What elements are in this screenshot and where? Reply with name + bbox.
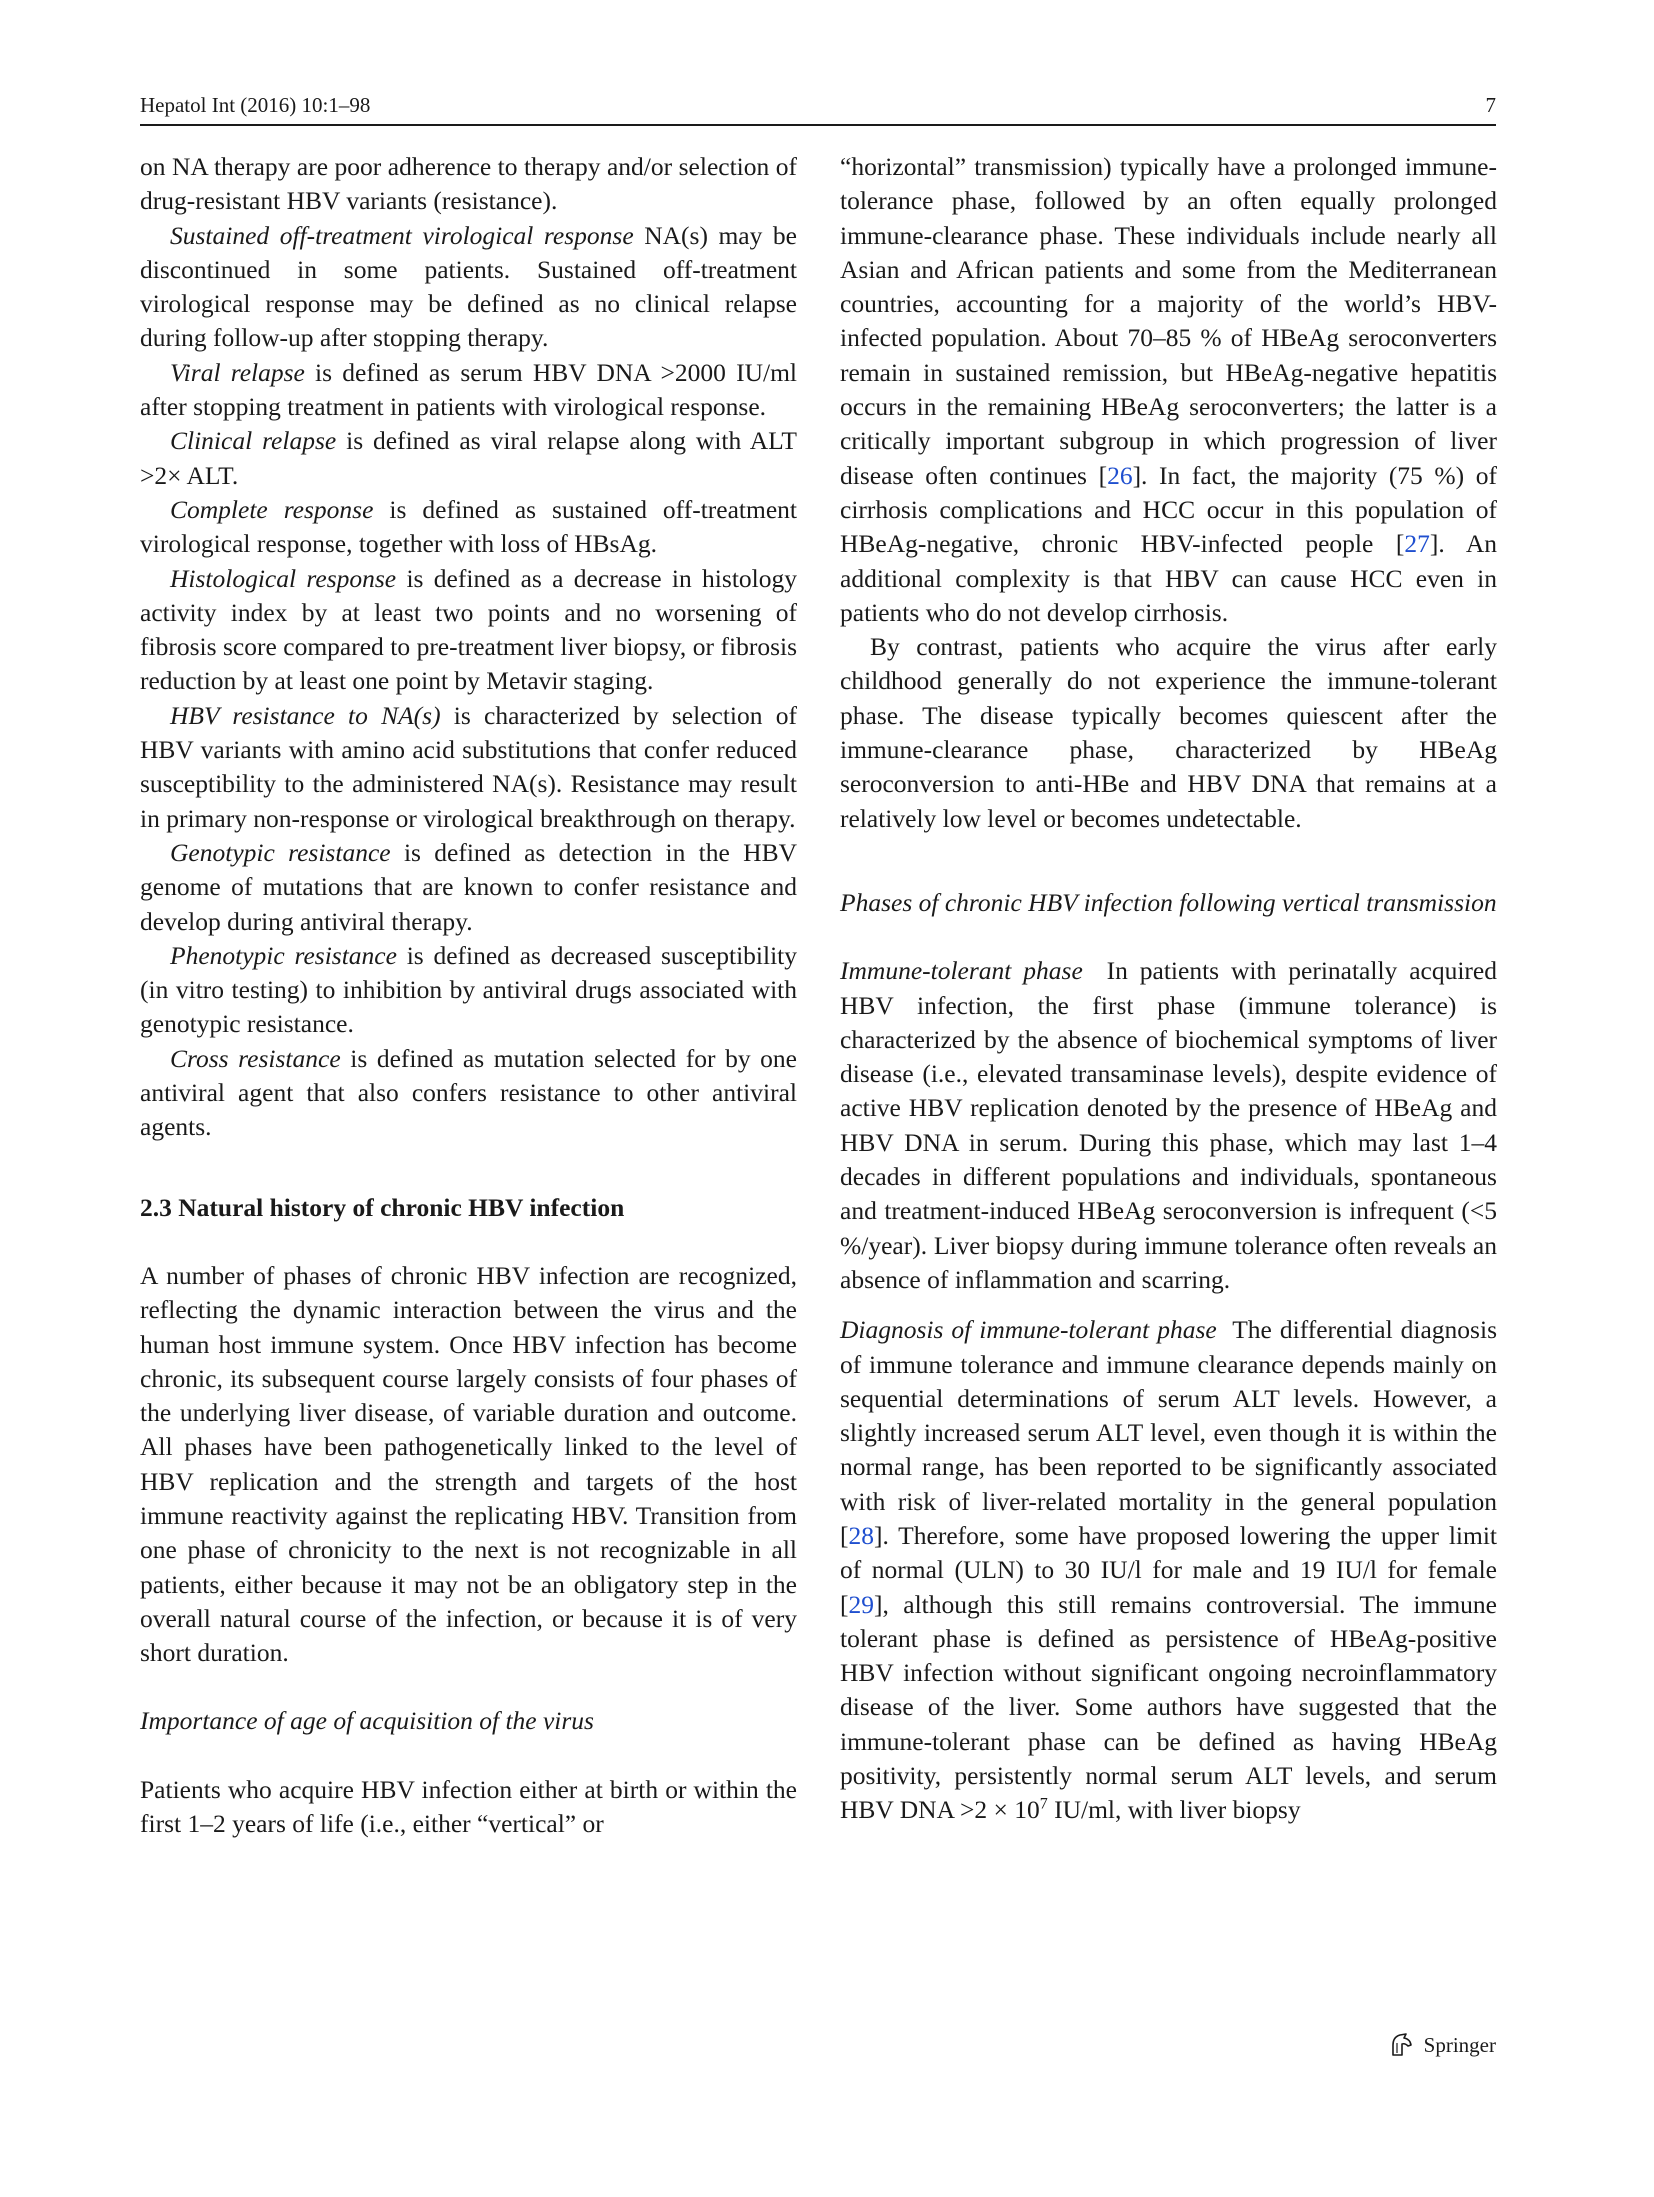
definition-text: is defined as a decrease in histology activity index by at least two points and no worsening of fibrosis score compared to pre-treatment liver biopsy, or fibrosis reduction by at least one point by Metavir staging. [140, 563, 797, 696]
definition-text: is defined as mutation selected for by one antiviral agent that also confers resistance to other antiviral agents. [140, 1043, 797, 1142]
text-run: IU/ml, with liver biopsy [1047, 1795, 1301, 1825]
definition-paragraph [140, 356, 797, 425]
journal-citation: Hepatol Int (2016) 10:1–98 [140, 93, 371, 117]
defined-term: Sustained off-treatment virological response [170, 220, 634, 250]
definition-paragraph [140, 1042, 797, 1145]
superscript: 7 [1039, 1795, 1048, 1813]
section-heading: 2.3 Natural history of chronic HBV infection [140, 1192, 625, 1222]
paragraph: on NA therapy are poor adherence to therapy and/or selection of drug-resistant HBV variants (resistance). [140, 152, 797, 216]
definition-paragraph [140, 424, 797, 493]
definition-text: NA(s) may be discontinued in some patients. Sustained off-treatment virological response may be defined as no clinical relapse during follow-up after stopping therapy. [140, 220, 797, 353]
paragraph [840, 954, 1504, 1297]
defined-term: Genotypic resistance [170, 837, 391, 867]
subsection-heading: Phases of chronic HBV infection following vertical transmission [840, 887, 1497, 917]
text-run: The differential diagnosis of immune tolerance and immune clearance depends mainly on sequential determinations of serum ALT levels. However, a slightly increased serum ALT level, even though it is within the normal range, has been reported to be significantly associated with risk of liver-related mortality in the general population [ [840, 1315, 1504, 1550]
defined-term: Phenotypic resistance [170, 940, 397, 970]
publisher-name: Springer [1423, 2033, 1496, 2057]
definition-text: is defined as detection in the HBV genome of mutations that are known to confer resistance and develop during antiviral therapy. [140, 837, 797, 936]
definition-paragraph [140, 699, 797, 836]
citation-link[interactable]: 29 [848, 1589, 874, 1619]
definition-paragraph [140, 562, 797, 699]
paragraph: A number of phases of chronic HBV infection are recognized, reflecting the dynamic interaction between the virus and the human host immune system. Once HBV infection has become chronic, its subsequent course largely consists of four phases of the underlying liver disease, of variable duration and outcome. All phases have been pathogenetically linked to the level of HBV replication and the strength and targets of the host immune reactivity against the replicating HBV. Transition from one phase of chronicity to the next is not recognizable in all patients, either because it may not be an obligatory step in the overall natural course of the infection, or because it is of very short duration. [140, 1260, 797, 1668]
paragraph: By contrast, patients who acquire the virus after early childhood generally do not experience the immune-tolerant phase. The disease typically becomes quiescent after the immune-clearance phase, characterized by HBeAg seroconversion to anti-HBe and HBV DNA that remains at a relatively low level or becomes undetectable. [840, 632, 1497, 833]
text-run: ]. Therefore, some have proposed lowering the upper limit of normal (ULN) to 30 IU/l for male and 19 IU/l for female [ [840, 1520, 1497, 1619]
defined-term: Complete response [170, 494, 374, 524]
definition-text: is defined as viral relapse along with ALT >2× ALT. [140, 426, 797, 490]
paragraph [840, 150, 1497, 630]
definition-paragraph [140, 939, 797, 1042]
text-run: In patients with perinatally acquired HBV infection, the first phase (immune tolerance) is characterized by the absence of biochemical symptoms of liver disease (i.e., elevated transaminase levels), despite evidence of active HBV replication denoted by the presence of HBeAg and HBV DNA in serum. During this phase, which may last 1–4 decades in different populations and individuals, spontaneous and treatment-induced HBeAg seroconversion is infrequent (<5 %/year). Liver biopsy during immune tolerance often reveals an absence of inflammation and scarring. [840, 956, 1504, 1294]
citation-link[interactable]: 28 [848, 1520, 874, 1550]
page-number: 7 [1485, 93, 1496, 117]
running-header [140, 86, 1496, 126]
text-run: ], although this still remains controversial. The immune tolerant phase is defined as persistence of HBeAg-positive HBV infection without significant ongoing necroinflammatory disease of the liver. Some authors have suggested that the immune-tolerant phase can be defined as having HBeAg positivity, persistently normal serum ALT levels, and serum HBV DNA >2 × 10 [840, 1589, 1497, 1825]
definition-paragraph [140, 219, 797, 356]
paragraph: Patients who acquire HBV infection either at birth or within the first 1–2 years of life (i.e., either “vertical” or [140, 1774, 797, 1839]
defined-term: Clinical relapse [170, 426, 337, 456]
run-in-heading: Diagnosis of immune-tolerant phase [840, 1315, 1217, 1345]
text-run: “horizontal” transmission) typically have a prolonged immune-tolerance phase, followed by an often equally prolonged immune-clearance phase. These individuals include nearly all Asian and African patients and some from the Mediterranean countries, accounting for a majority of the world’s HBV-infected population. About 70–85 % of HBeAg seroconverters remain in sustained remission, but HBeAg-negative hepatitis occurs in the remaining HBeAg seroconverters; the latter is a critically important subgroup in which progression of liver disease often continues [ [840, 152, 1497, 490]
springer-horse-icon [1388, 2031, 1416, 2059]
text-run: ]. An additional complexity is that HBV can cause HCC even in patients who do not develop cirrhosis. [840, 529, 1497, 627]
run-in-heading: Immune-tolerant phase [840, 956, 1083, 986]
defined-term: HBV resistance to NA(s) [170, 700, 441, 730]
citation-link[interactable]: 27 [1404, 529, 1430, 559]
left-column [140, 150, 797, 1841]
definition-text: is defined as sustained off-treatment virological response, together with loss of HBsAg. [140, 494, 797, 559]
defined-term: Cross resistance [170, 1043, 341, 1073]
paragraph [840, 1313, 1504, 1827]
defined-term: Viral relapse [170, 357, 305, 387]
definition-paragraph [140, 493, 797, 562]
definition-text: is defined as serum HBV DNA >2000 IU/ml after stopping treatment in patients with virological response. [140, 357, 797, 422]
subsection-heading: Importance of age of acquisition of the virus [140, 1706, 594, 1736]
definition-paragraph [140, 836, 797, 939]
right-column [840, 150, 1504, 1828]
citation-link[interactable]: 26 [1107, 460, 1133, 490]
text-run: ]. In fact, the majority (75 %) of cirrhosis complications and HCC occur in this population of HBeAg-negative, chronic HBV-infected people [ [840, 460, 1497, 559]
defined-term: Histological response [170, 563, 397, 593]
header-rule [140, 124, 1496, 126]
definition-text: is characterized by selection of HBV variants with amino acid substitutions that confer reduced susceptibility to the administered NA(s). Resistance may result in primary non-response or virological breakthrough on therapy. [140, 700, 797, 833]
definition-text: is defined as decreased susceptibility (in vitro testing) to inhibition by antiviral drugs associated with genotypic resistance. [140, 940, 797, 1039]
publisher-footer [1388, 2028, 1496, 2062]
